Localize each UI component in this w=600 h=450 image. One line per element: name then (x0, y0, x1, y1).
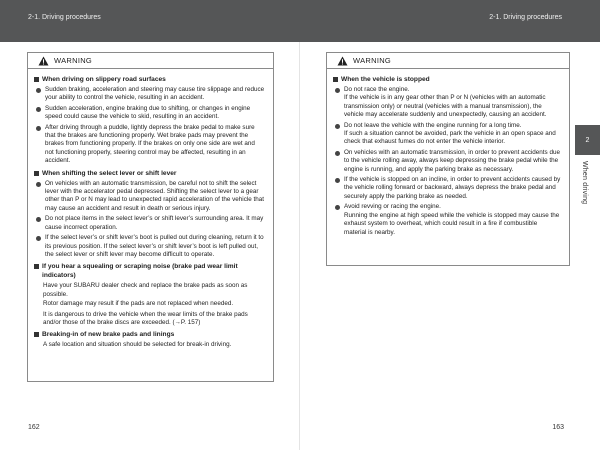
left-warning-box (27, 52, 274, 382)
page-number-right: 163 (552, 424, 564, 431)
chapter-label: When driving (581, 161, 588, 205)
page-fold (299, 42, 300, 450)
bullet-dot-icon (36, 126, 41, 131)
bullet-dot-icon (36, 217, 41, 222)
paragraph: Rotor damage may result if the pads are not replaced when needed. (43, 300, 234, 308)
bullet-dot-icon (36, 88, 41, 93)
right-warning-box (326, 52, 570, 266)
bullet-dot-icon (335, 124, 340, 129)
bullet-item: On vehicles with an automatic transmission, be careful not to shift the select lever with the accelerator pedal depressed. Shifting the select lever to a gear other than P or N may lead to unexpected rapid acceleration of the vehicle that may cause an accident and result in death or serious injury. (34, 180, 265, 214)
bullet-dot-icon (335, 88, 340, 93)
square-bullet-icon (34, 171, 39, 176)
paragraph: It is dangerous to drive the vehicle when the wear limits of the brake pads and/or those of the brake discs are exceeded. (→P. 157) (43, 310, 248, 326)
section-heading: When driving on slippery road surfaces (34, 75, 265, 84)
left-warning-label: WARNING (54, 56, 93, 65)
section-heading: Breaking-in of new brake pads and linings (34, 330, 265, 339)
bullet-item: If the select lever’s or shift lever’s boot is pulled out during cleaning, return it to its previous position. If the select lever’s or shift lever’s boot is left pulled out, the select lever or shift lever may become difficult to operate. (34, 234, 265, 259)
right-warning-header (327, 53, 569, 69)
section-heading: When the vehicle is stopped (333, 75, 561, 84)
header-bar (0, 0, 600, 42)
square-bullet-icon (34, 264, 39, 269)
square-bullet-icon (333, 77, 338, 82)
bullet-dot-icon (335, 178, 340, 183)
right-section-title: 2-1. Driving procedures (489, 14, 562, 21)
warning-triangle-icon (38, 56, 49, 66)
bullet-item: Avoid revving or racing the engine. Running the engine at high speed while the vehicle is stopped may cause the exhaust system to overheat, which could result in a fire if combustible material is nearby. (333, 203, 561, 237)
bullet-dot-icon (335, 151, 340, 156)
bullet-dot-icon (36, 107, 41, 112)
right-warning-body (327, 69, 569, 237)
paragraph: Have your SUBARU dealer check and replace the brake pads as soon as possible. (43, 282, 248, 298)
bullet-item: If the vehicle is stopped on an incline, in order to prevent accidents caused by the vehicle rolling forward or backward, always depress the brake pedal and securely apply the parking brake as needed. (333, 176, 561, 201)
bullet-dot-icon (36, 236, 41, 241)
right-warning-label: WARNING (353, 56, 392, 65)
bullet-item: Do not place items in the select lever’s or shift lever’s surrounding area. It may cause incorrect operation. (34, 215, 265, 232)
bullet-item: Sudden acceleration, engine braking due to shifting, or changes in engine speed could cause the vehicle to skid, resulting in an accident. (34, 105, 265, 122)
square-bullet-icon (34, 77, 39, 82)
section-heading: If you hear a squealing or scraping noise (brake pad wear limit indicators) (34, 262, 265, 280)
paragraph: A safe location and situation should be selected for break-in driving. (43, 341, 232, 349)
bullet-item: Do not leave the vehicle with the engine running for a long time. If such a situation cannot be avoided, park the vehicle in an open space and check that exhaust fumes do not enter the vehicle interior. (333, 122, 561, 147)
chapter-tab (575, 125, 600, 350)
chapter-number: 2 (575, 125, 600, 155)
bullet-item: After driving through a puddle, lightly depress the brake pedal to make sure that the brakes are functioning properly. Wet brake pads may prevent the brakes from functioning properly. If the brakes on only one side are wet and not functioning properly, steering control may be affected, resulting in an accident. (34, 124, 265, 166)
bullet-dot-icon (335, 205, 340, 210)
section-heading: When shifting the select lever or shift lever (34, 169, 265, 178)
bullet-item: On vehicles with an automatic transmission, in order to prevent accidents due to the vehicle rolling away, always keep depressing the brake pedal while the engine is running, and apply the parking brake as necessary. (333, 149, 561, 174)
square-bullet-icon (34, 332, 39, 337)
bullet-item: Do not race the engine. If the vehicle is in any gear other than P or N (vehicles with an automatic transmission only) or neutral (vehicles with a manual transmission), the vehicle may accelerate suddenly and unexpectedly, causing an accident. (333, 86, 561, 120)
warning-triangle-icon (337, 56, 348, 66)
bullet-dot-icon (36, 182, 41, 187)
left-warning-header (28, 53, 273, 69)
page-number-left: 162 (28, 424, 40, 431)
left-section-title: 2-1. Driving procedures (28, 14, 101, 21)
left-warning-body (28, 69, 273, 350)
bullet-item: Sudden braking, acceleration and steering may cause tire slippage and reduce your ability to control the vehicle, resulting in an accident. (34, 86, 265, 103)
